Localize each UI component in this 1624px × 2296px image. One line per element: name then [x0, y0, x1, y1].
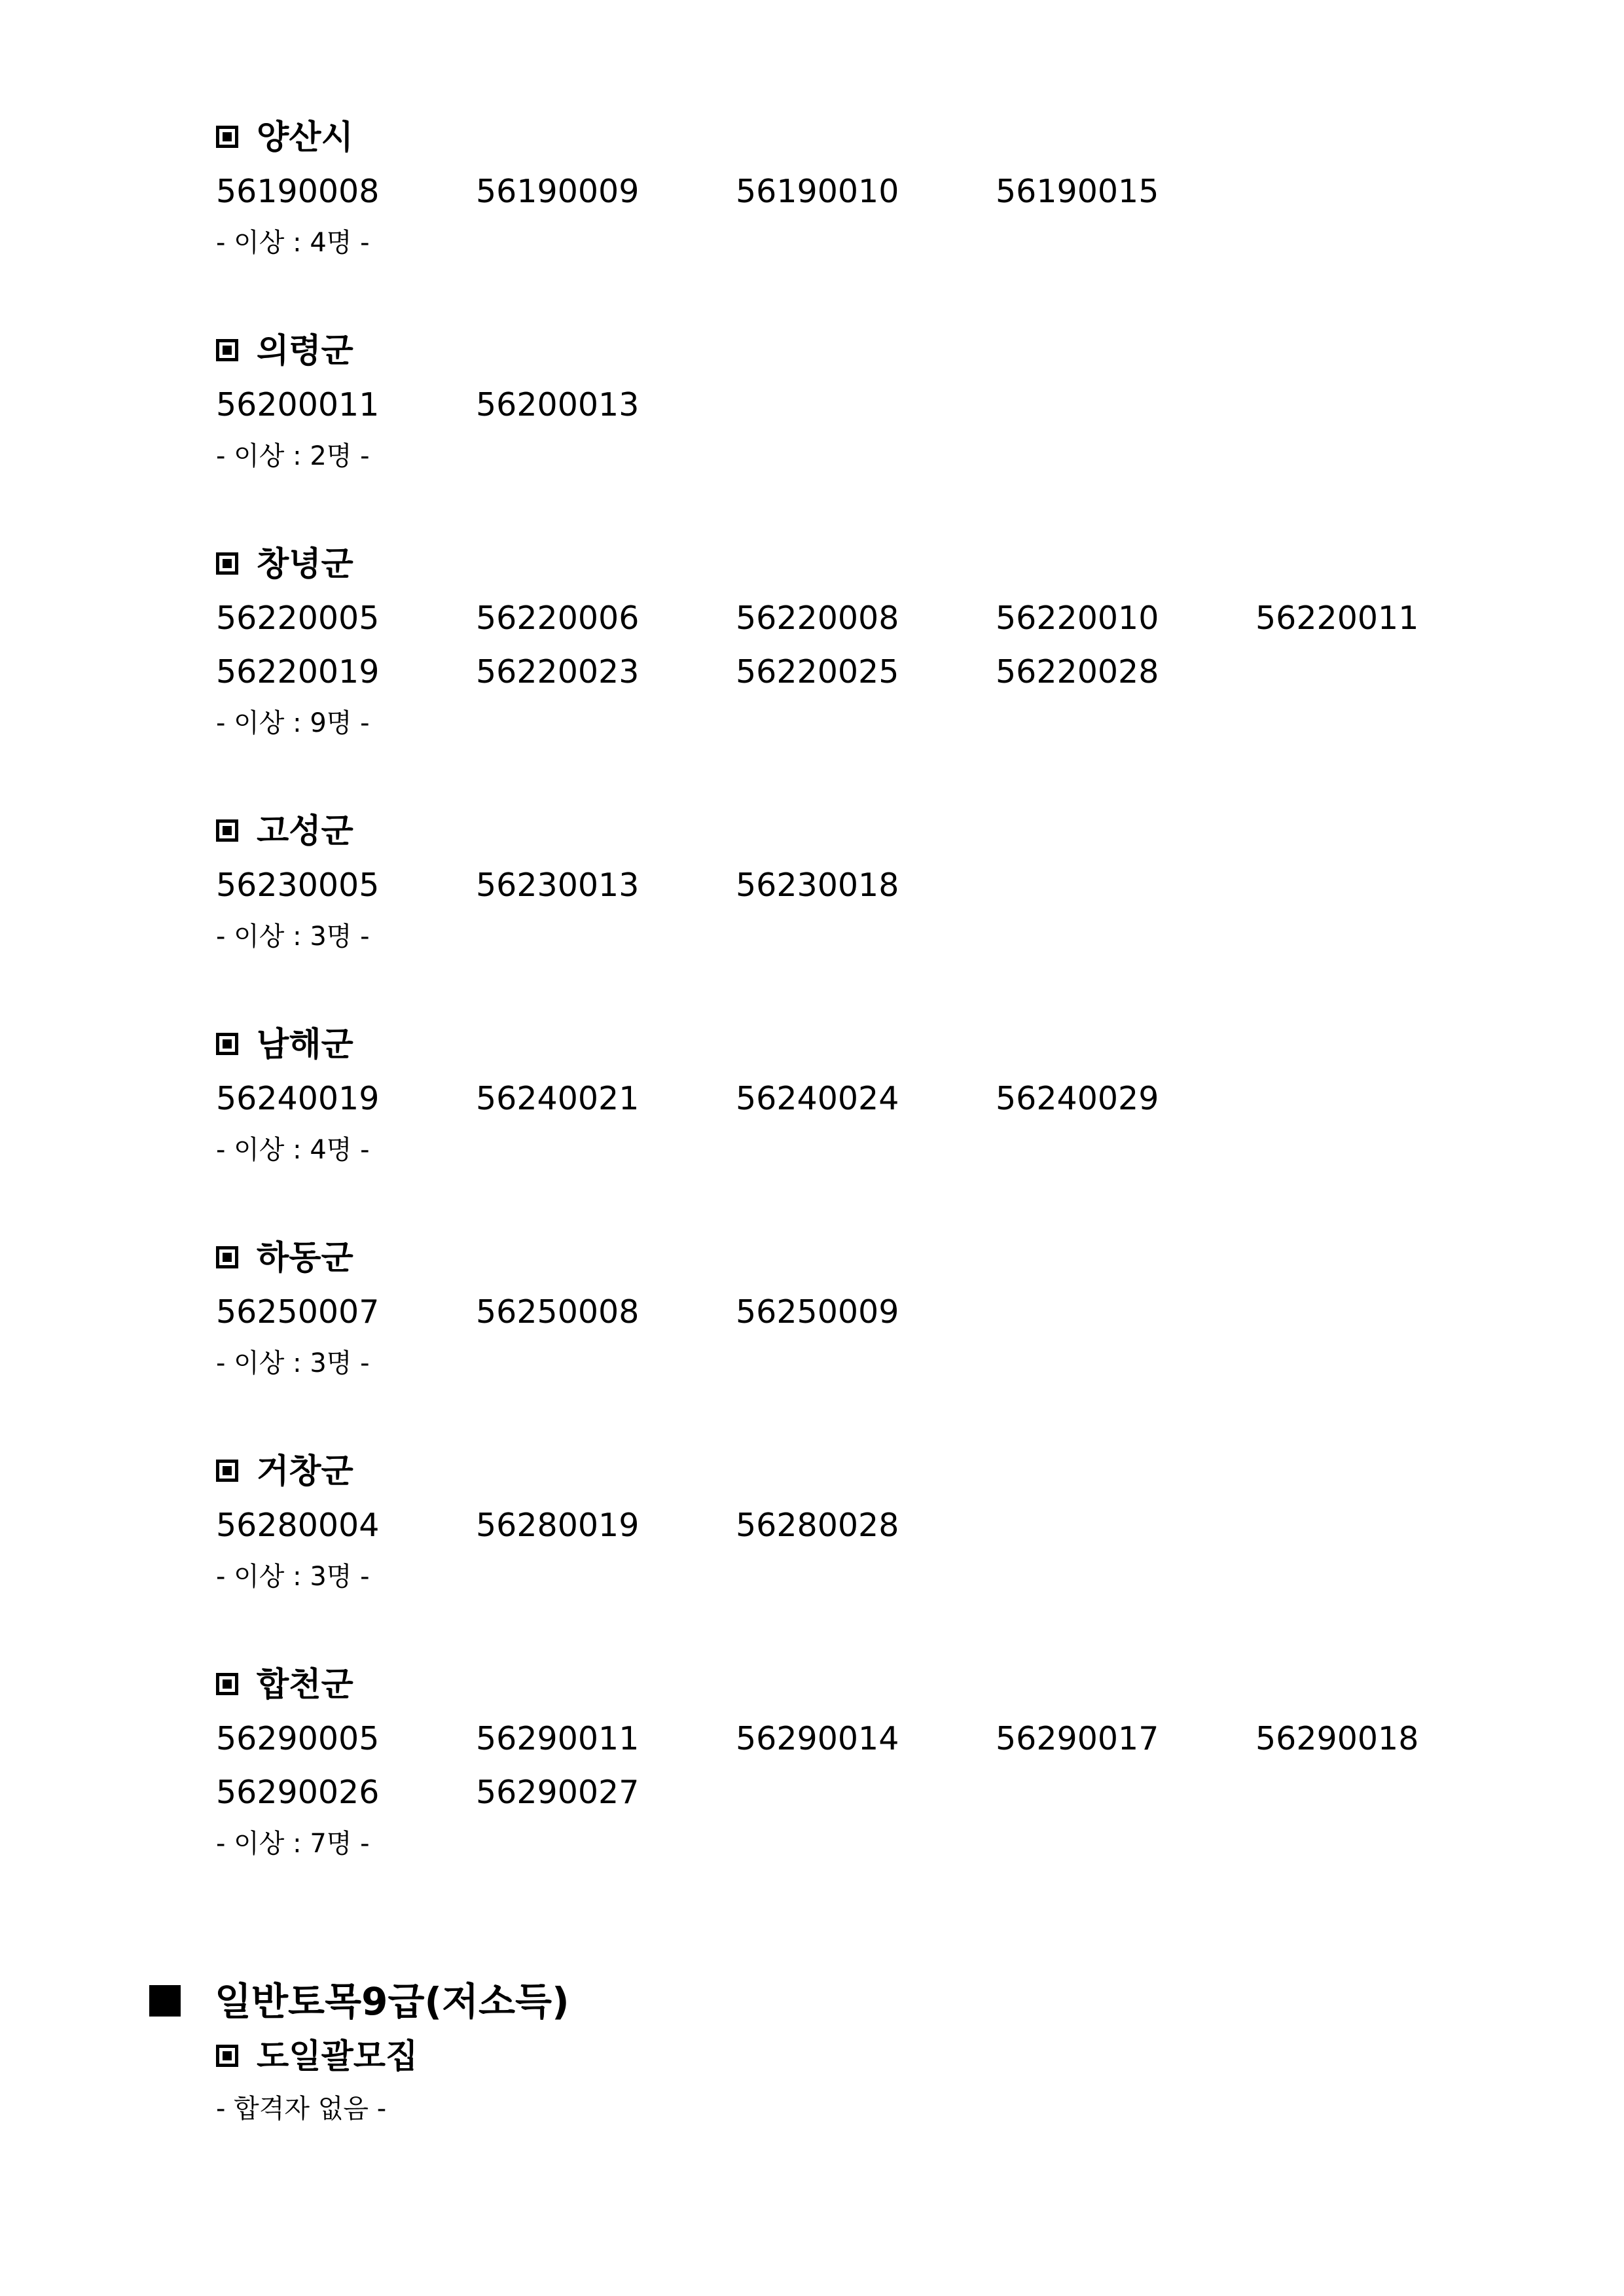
- applicant-number: 56190008: [216, 173, 380, 210]
- number-row: [216, 1289, 1460, 1335]
- number-row: [216, 649, 1460, 695]
- region-heading: [216, 1022, 353, 1068]
- region-name: 하동군: [257, 1239, 353, 1278]
- category-title: 일반토목9급(저소득): [215, 1979, 569, 2024]
- region-heading: [216, 1236, 353, 1282]
- region-name: 거창군: [257, 1452, 353, 1491]
- square-bullet-icon: [216, 339, 238, 361]
- region-summary: - 이상 : 3명 -: [216, 1348, 370, 1378]
- number-row: [216, 863, 1460, 908]
- region-summary: - 이상 : 4명 -: [216, 228, 370, 258]
- subsection-heading: [216, 2034, 418, 2080]
- square-bullet-icon: [216, 552, 238, 575]
- applicant-number: 56200013: [476, 386, 640, 423]
- applicant-number: 56290011: [476, 1720, 640, 1757]
- applicant-number: 56220011: [1255, 600, 1419, 637]
- region-summary: - 이상 : 3명 -: [216, 1562, 370, 1592]
- region-summary: - 이상 : 3명 -: [216, 922, 370, 952]
- applicant-number: 56220005: [216, 600, 380, 637]
- applicant-number: 56290014: [736, 1720, 899, 1757]
- region-name: 창녕군: [257, 545, 353, 584]
- applicant-number: 56280019: [476, 1507, 640, 1544]
- region-heading: [216, 1449, 353, 1495]
- region-summary: - 이상 : 7명 -: [216, 1829, 370, 1859]
- applicant-number: 56280004: [216, 1507, 380, 1544]
- region-name: 남해군: [257, 1026, 353, 1064]
- region-name: 의령군: [257, 332, 353, 370]
- square-bullet-icon: [216, 1033, 238, 1055]
- square-bullet-icon: [216, 2045, 238, 2067]
- number-row: [216, 1770, 1460, 1816]
- applicant-number: 56240019: [216, 1080, 380, 1117]
- applicant-number: 56220008: [736, 600, 899, 637]
- number-row: [216, 1076, 1460, 1122]
- region-heading: [216, 329, 353, 374]
- applicant-number: 56230013: [476, 867, 640, 904]
- applicant-number: 56250007: [216, 1293, 380, 1331]
- applicant-number: 56290017: [996, 1720, 1159, 1757]
- applicant-number: 56220025: [736, 653, 899, 691]
- region-heading: [216, 115, 353, 161]
- applicant-number: 56280028: [736, 1507, 899, 1544]
- applicant-number: 56220019: [216, 653, 380, 691]
- applicant-number: 56240021: [476, 1080, 640, 1117]
- applicant-number: 56230018: [736, 867, 899, 904]
- category-heading: [149, 1975, 569, 2028]
- region-summary: - 이상 : 2명 -: [216, 441, 370, 471]
- region-name: 고성군: [257, 812, 353, 851]
- region-heading: [216, 1662, 353, 1708]
- applicant-number: 56240029: [996, 1080, 1159, 1117]
- square-bullet-icon: [216, 1246, 238, 1268]
- square-bullet-icon: [216, 1673, 238, 1695]
- applicant-number: 56190015: [996, 173, 1159, 210]
- applicant-number: 56190010: [736, 173, 899, 210]
- applicant-number: 56290018: [1255, 1720, 1419, 1757]
- subsection-summary: - 합격자 없음 -: [216, 2094, 387, 2124]
- applicant-number: 56230005: [216, 867, 380, 904]
- applicant-number: 56220028: [996, 653, 1159, 691]
- applicant-number: 56240024: [736, 1080, 899, 1117]
- applicant-number: 56190009: [476, 173, 640, 210]
- applicant-number: 56200011: [216, 386, 380, 423]
- square-bullet-icon: [216, 126, 238, 148]
- applicant-number: 56290005: [216, 1720, 380, 1757]
- region-heading: [216, 809, 353, 855]
- applicant-number: 56220023: [476, 653, 640, 691]
- applicant-number: 56220006: [476, 600, 640, 637]
- applicant-number: 56220010: [996, 600, 1159, 637]
- region-summary: - 이상 : 4명 -: [216, 1135, 370, 1165]
- applicant-number: 56290026: [216, 1774, 380, 1811]
- number-row: [216, 1503, 1460, 1549]
- subsection-name: 도일괄모집: [257, 2037, 418, 2076]
- number-row: [216, 382, 1460, 428]
- number-row: [216, 596, 1460, 641]
- applicant-number: 56250008: [476, 1293, 640, 1331]
- region-name: 합천군: [257, 1666, 353, 1704]
- region-name: 양산시: [257, 118, 353, 157]
- region-summary: - 이상 : 9명 -: [216, 708, 370, 738]
- number-row: [216, 1716, 1460, 1762]
- applicant-number: 56250009: [736, 1293, 899, 1331]
- region-heading: [216, 542, 353, 588]
- applicant-number: 56290027: [476, 1774, 640, 1811]
- square-bullet-icon: [216, 1460, 238, 1482]
- number-row: [216, 169, 1460, 215]
- square-bullet-icon: [216, 819, 238, 842]
- filled-square-icon: [149, 1985, 181, 2017]
